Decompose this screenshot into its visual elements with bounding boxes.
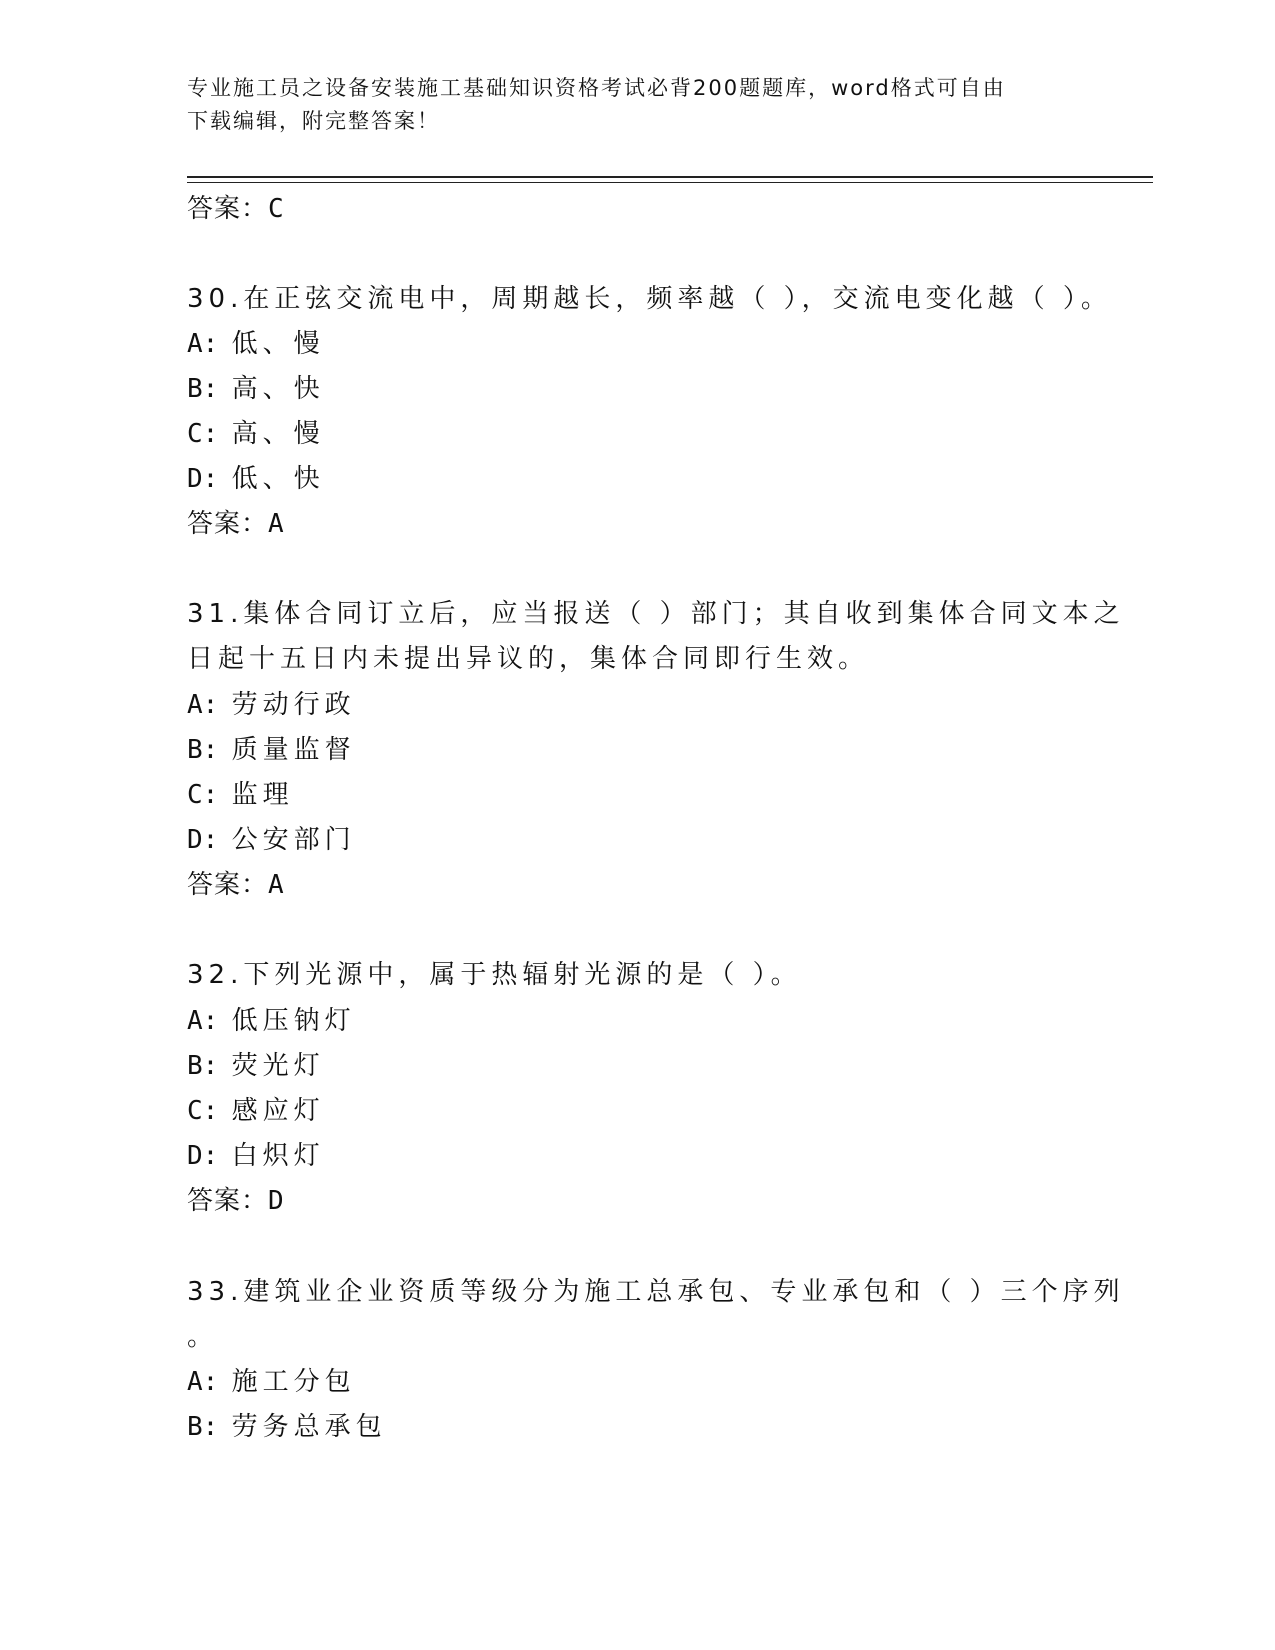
answer-line (187, 507, 284, 541)
option-letter: D: (187, 464, 219, 494)
option-text: 白炽灯 (231, 1141, 325, 1171)
answer-line (187, 868, 284, 902)
option-letter: B: (187, 374, 219, 404)
option-text: 高、慢 (231, 419, 325, 449)
option-text: 劳务总承包 (231, 1412, 387, 1442)
answer-value: C (268, 194, 284, 224)
option-b (187, 1049, 325, 1083)
header-rule-top (187, 176, 1153, 178)
option-text: 公安部门 (231, 825, 356, 855)
option-letter: B: (187, 735, 219, 765)
option-a (187, 1365, 356, 1399)
question-stem-continued: 。 (187, 1322, 219, 1352)
answer-value: D (268, 1186, 284, 1216)
option-letter: A: (187, 1006, 219, 1036)
option-text: 荧光灯 (231, 1051, 325, 1081)
answer-label: 答案： (187, 1186, 269, 1216)
option-text: 低、慢 (231, 329, 325, 359)
answer-value: A (268, 870, 284, 900)
option-text: 质量监督 (231, 735, 356, 765)
option-letter: B: (187, 1412, 219, 1442)
option-b (187, 372, 325, 406)
question-stem: 31.集体合同订立后，应当报送（ ）部门；其自收到集体合同文本之 (187, 599, 1125, 629)
answer-label: 答案： (187, 870, 269, 900)
option-text: 施工分包 (231, 1367, 356, 1397)
question-stem: 33.建筑业企业资质等级分为施工总承包、专业承包和（ ）三个序列 (187, 1277, 1125, 1307)
option-d (187, 823, 356, 857)
answer-value: A (268, 509, 284, 539)
option-text: 监理 (231, 780, 294, 810)
option-text: 低、快 (231, 464, 325, 494)
option-letter: A: (187, 690, 219, 720)
answer-line (187, 1184, 284, 1218)
option-letter: D: (187, 825, 219, 855)
header-line-2: 下载编辑，附完整答案！ (187, 109, 440, 133)
answer-label: 答案： (187, 194, 269, 224)
option-b (187, 1410, 387, 1444)
option-letter: D: (187, 1141, 219, 1171)
option-c (187, 1094, 325, 1128)
option-a (187, 1004, 356, 1038)
answer-label: 答案： (187, 509, 269, 539)
option-text: 低压钠灯 (231, 1006, 356, 1036)
option-text: 高、快 (231, 374, 325, 404)
option-d (187, 462, 325, 496)
option-text: 感应灯 (231, 1096, 325, 1126)
question-stem: 30.在正弦交流电中，周期越长，频率越（ ），交流电变化越（ ）。 (187, 284, 1112, 314)
document-header (187, 72, 1067, 138)
answer-line (187, 192, 284, 226)
question-stem: 32.下列光源中，属于热辐射光源的是（ ）。 (187, 960, 802, 990)
option-letter: C: (187, 1096, 219, 1126)
option-letter: A: (187, 1367, 219, 1397)
header-line-1: 专业施工员之设备安装施工基础知识资格考试必背200题题库，word格式可自由 (187, 76, 1006, 100)
option-b (187, 733, 356, 767)
option-a (187, 327, 325, 361)
option-d (187, 1139, 325, 1173)
option-letter: C: (187, 780, 219, 810)
question-stem-continued: 日起十五日内未提出异议的，集体合同即行生效。 (187, 644, 870, 674)
header-rule-bottom (187, 182, 1153, 183)
option-text: 劳动行政 (231, 690, 356, 720)
option-c (187, 778, 294, 812)
option-letter: A: (187, 329, 219, 359)
option-c (187, 417, 325, 451)
option-letter: C: (187, 419, 219, 449)
option-letter: B: (187, 1051, 219, 1081)
option-a (187, 688, 356, 722)
